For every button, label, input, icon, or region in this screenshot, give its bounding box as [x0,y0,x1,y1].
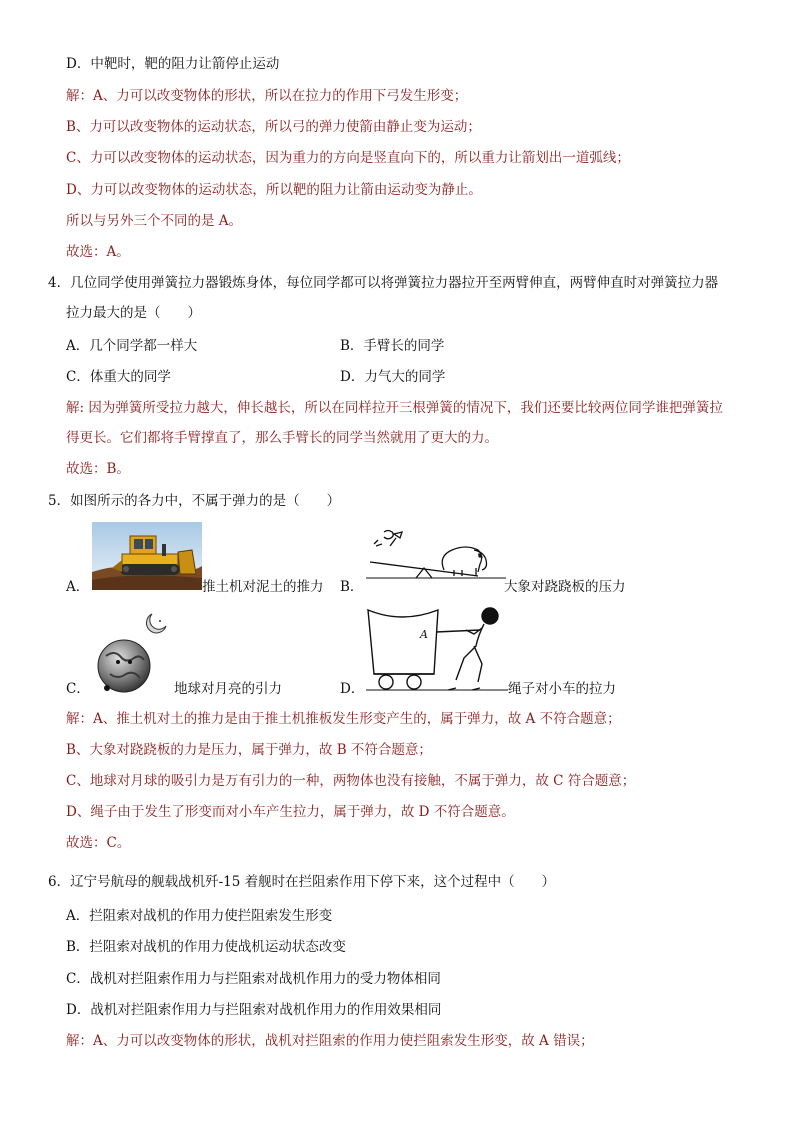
q6-option-a: A．拦阻索对战机的作用力使拦阻索发生形变 [66,908,333,924]
q4-solution-line-2: 得更长。它们都将手臂撑直了，那么手臂长的同学当然就用了更大的力。 [66,430,498,446]
q5-option-c-letter: C． [66,681,90,697]
q3-answer: 故选：A。 [66,244,130,260]
earth-moon-figure [92,608,182,698]
q4-option-c: C．体重大的同学 [66,369,171,385]
q4-option-b: B．手臂长的同学 [340,338,445,354]
q5-solution-line-2: B、大象对跷跷板的力是压力，属于弹力，故 B 不符合题意； [66,742,432,758]
q3-solution-line-3: C、力可以改变物体的运动状态，因为重力的方向是竖直向下的，所以重力让箭划出一道弧线； [66,150,630,166]
q3-solution-line-4: D、力可以改变物体的运动状态，所以靶的阻力让箭由运动变为静止。 [66,182,482,198]
q5-stem: 5．如图所示的各力中，不属于弹力的是（ ） [48,493,341,509]
elephant-seesaw-figure [366,528,506,590]
q4-solution-line-1: 解: 因为弹簧所受拉力越大，伸长越长，所以在同样拉开三根弹簧的情况下，我们还要比较两位同学谁把弹簧拉 [66,400,723,416]
q3-option-d: D．中靶时，靶的阻力让箭停止运动 [66,56,280,72]
bulldozer-image [92,522,202,590]
q5-option-a-text: 推土机对泥土的推力 [202,579,324,595]
q5-option-b-text: 大象对跷跷板的压力 [504,579,626,595]
q5-answer: 故选：C。 [66,835,131,851]
cart-pulling-figure [366,604,508,696]
q5-option-d-letter: D． [340,681,365,697]
q5-solution-line-1: 解：A、推土机对土的推力是由于推土机推板发生形变产生的，属于弹力，故 A 不符合题意； [66,711,621,727]
q6-option-b: B．拦阻索对战机的作用力使战机运动状态改变 [66,939,346,955]
q4-stem-line-1: 4．几位同学使用弹簧拉力器锻炼身体，每位同学都可以将弹簧拉力器拉开至两臂伸直，两臂伸直时对弹簧拉力器 [48,275,719,291]
q5-solution-line-4: D、绳子由于发生了形变而对小车产生拉力，属于弹力，故 D 不符合题意。 [66,804,515,820]
q5-option-d-text: 绳子对小车的拉力 [508,681,616,697]
cart-label-a: A [420,628,428,641]
q6-solution-line-1: 解：A、力可以改变物体的形状，战机对拦阻索的作用力使拦阻索发生形变，故 A 错误； [66,1033,594,1049]
q6-stem: 6．辽宁号航母的舰载战机歼-15 着舰时在拦阻索作用下停下来，这个过程中（ ） [48,874,556,890]
q5-option-b-letter: B． [340,579,364,595]
q5-option-a-letter: A． [66,579,90,595]
q4-stem-line-2: 拉力最大的是（ ） [66,305,201,321]
q5-solution-line-3: C、地球对月球的吸引力是万有引力的一种，两物体也没有接触，不属于弹力，故 C 符合题意； [66,773,636,789]
q4-option-d: D．力气大的同学 [340,369,446,385]
q3-solution-line-2: B、力可以改变物体的运动状态，所以弓的弹力使箭由静止变为运动； [66,119,481,135]
q3-solution-line-5: 所以与另外三个不同的是 A。 [66,213,243,229]
q6-option-c: C．战机对拦阻索作用力与拦阻索对战机作用力的受力物体相同 [66,971,441,987]
q5-option-c-text: 地球对月亮的引力 [174,681,282,697]
q3-solution-line-1: 解：A、力可以改变物体的形状，所以在拉力的作用下弓发生形变； [66,88,468,104]
q4-answer: 故选：B。 [66,461,130,477]
q6-option-d: D．战机对拦阻索作用力与拦阻索对战机作用力的作用效果相同 [66,1002,442,1018]
q4-option-a: A．几个同学都一样大 [66,338,198,354]
